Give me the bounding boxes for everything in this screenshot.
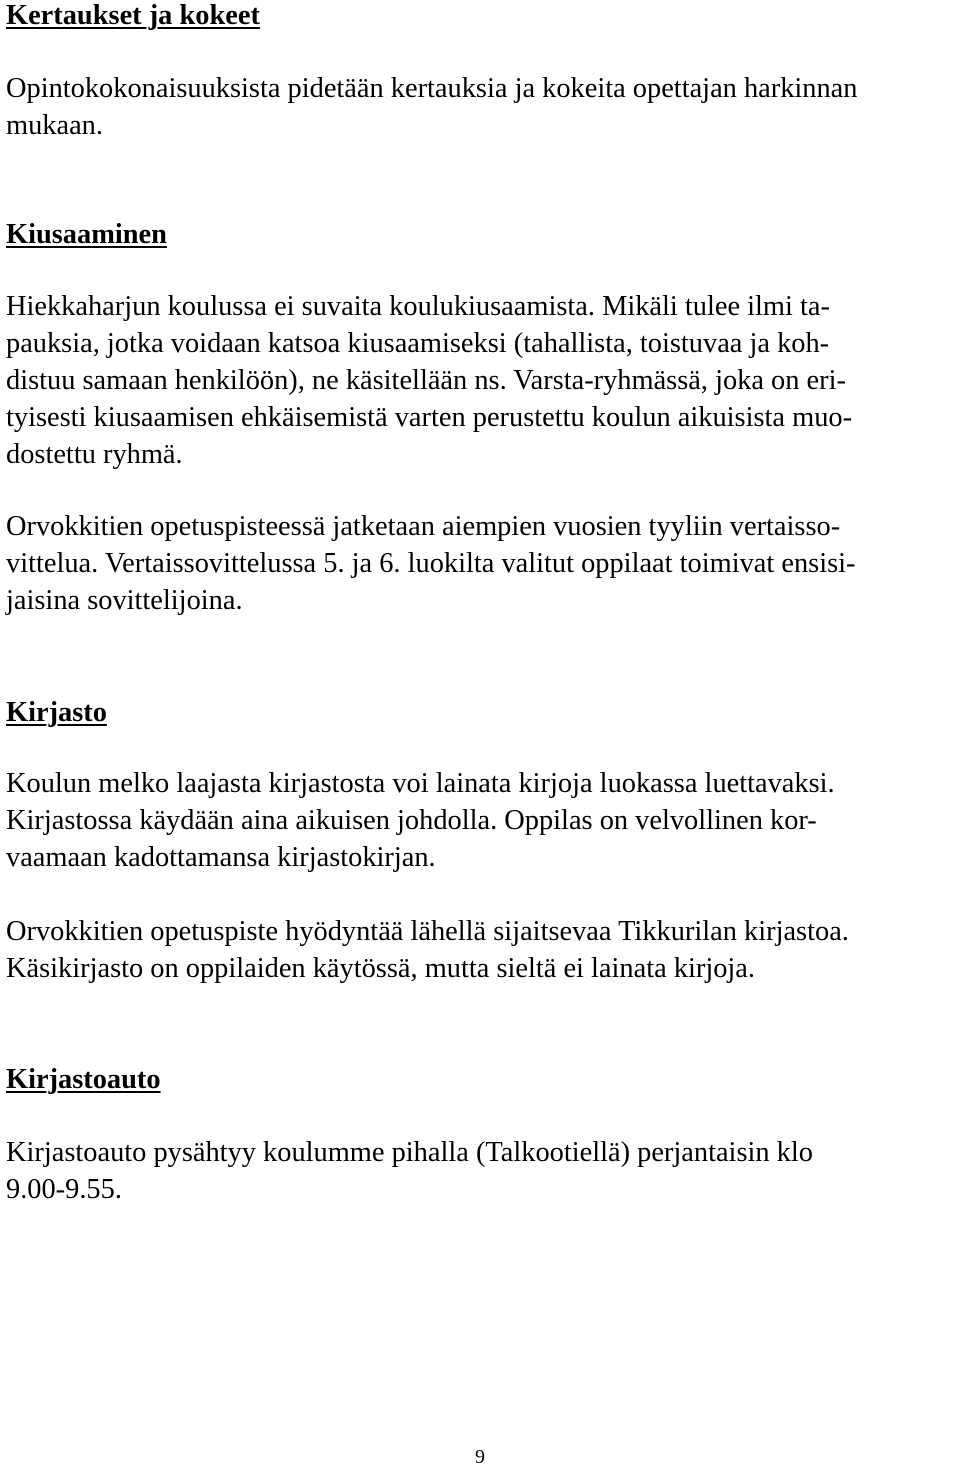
paragraph-kirjasto-1	[6, 765, 835, 876]
paragraph-kiusaaminen-1	[6, 288, 852, 473]
text-line: Opintokokonaisuuksista pidetään kertauksia ja kokeita opettajan harkinnan	[6, 73, 858, 104]
text-line: Koulun melko laajasta kirjastosta voi lainata kirjoja luokassa luettavaksi.	[6, 768, 835, 799]
text-line: Kirjastoauto pysähtyy koulumme pihalla (Talkootiellä) perjantaisin klo	[6, 1137, 813, 1168]
text-line: 9.00-9.55.	[6, 1174, 122, 1205]
section-heading-kiusaaminen: Kiusaaminen	[6, 219, 167, 250]
text-line: Orvokkitien opetuspisteessä jatketaan aiempien vuosien tyyliin vertaisso-	[6, 511, 841, 542]
text-line: vaamaan kadottamansa kirjastokirjan.	[6, 842, 436, 873]
text-line: jaisina sovittelijoina.	[6, 585, 243, 616]
paragraph-kertaukset	[6, 70, 857, 144]
text-line: Käsikirjasto on oppilaiden käytössä, mutta sieltä ei lainata kirjoja.	[6, 953, 756, 984]
page-number: 9	[475, 1446, 485, 1468]
paragraph-kirjastoauto	[6, 1134, 813, 1208]
text-line: tyisesti kiusaamisen ehkäisemistä varten perustettu koulun aikuisista muo-	[6, 402, 853, 433]
text-line: dostettu ryhmä.	[6, 439, 183, 470]
text-line: mukaan.	[6, 110, 103, 141]
section-heading-kirjastoauto: Kirjastoauto	[6, 1064, 161, 1095]
text-line: distuu samaan henkilöön), ne käsitellään ns. Varsta-ryhmässä, joka on eri-	[6, 365, 846, 396]
paragraph-kirjasto-2	[6, 913, 849, 987]
text-line: vittelua. Vertaissovittelussa 5. ja 6. luokilta valitut oppilaat toimivat ensisi-	[6, 548, 856, 579]
text-line: Hiekkaharjun koulussa ei suvaita koulukiusaamista. Mikäli tulee ilmi ta-	[6, 291, 830, 322]
text-line: Kirjastossa käydään aina aikuisen johdolla. Oppilas on velvollinen kor-	[6, 805, 817, 836]
text-line: pauksia, jotka voidaan katsoa kiusaamiseksi (tahallista, toistuvaa ja koh-	[6, 328, 830, 359]
section-heading-kertaukset: Kertaukset ja kokeet	[6, 0, 260, 31]
text-line: Orvokkitien opetuspiste hyödyntää lähellä sijaitsevaa Tikkurilan kirjastoa.	[6, 916, 849, 947]
paragraph-kiusaaminen-2	[6, 508, 856, 619]
section-heading-kirjasto: Kirjasto	[6, 697, 107, 728]
